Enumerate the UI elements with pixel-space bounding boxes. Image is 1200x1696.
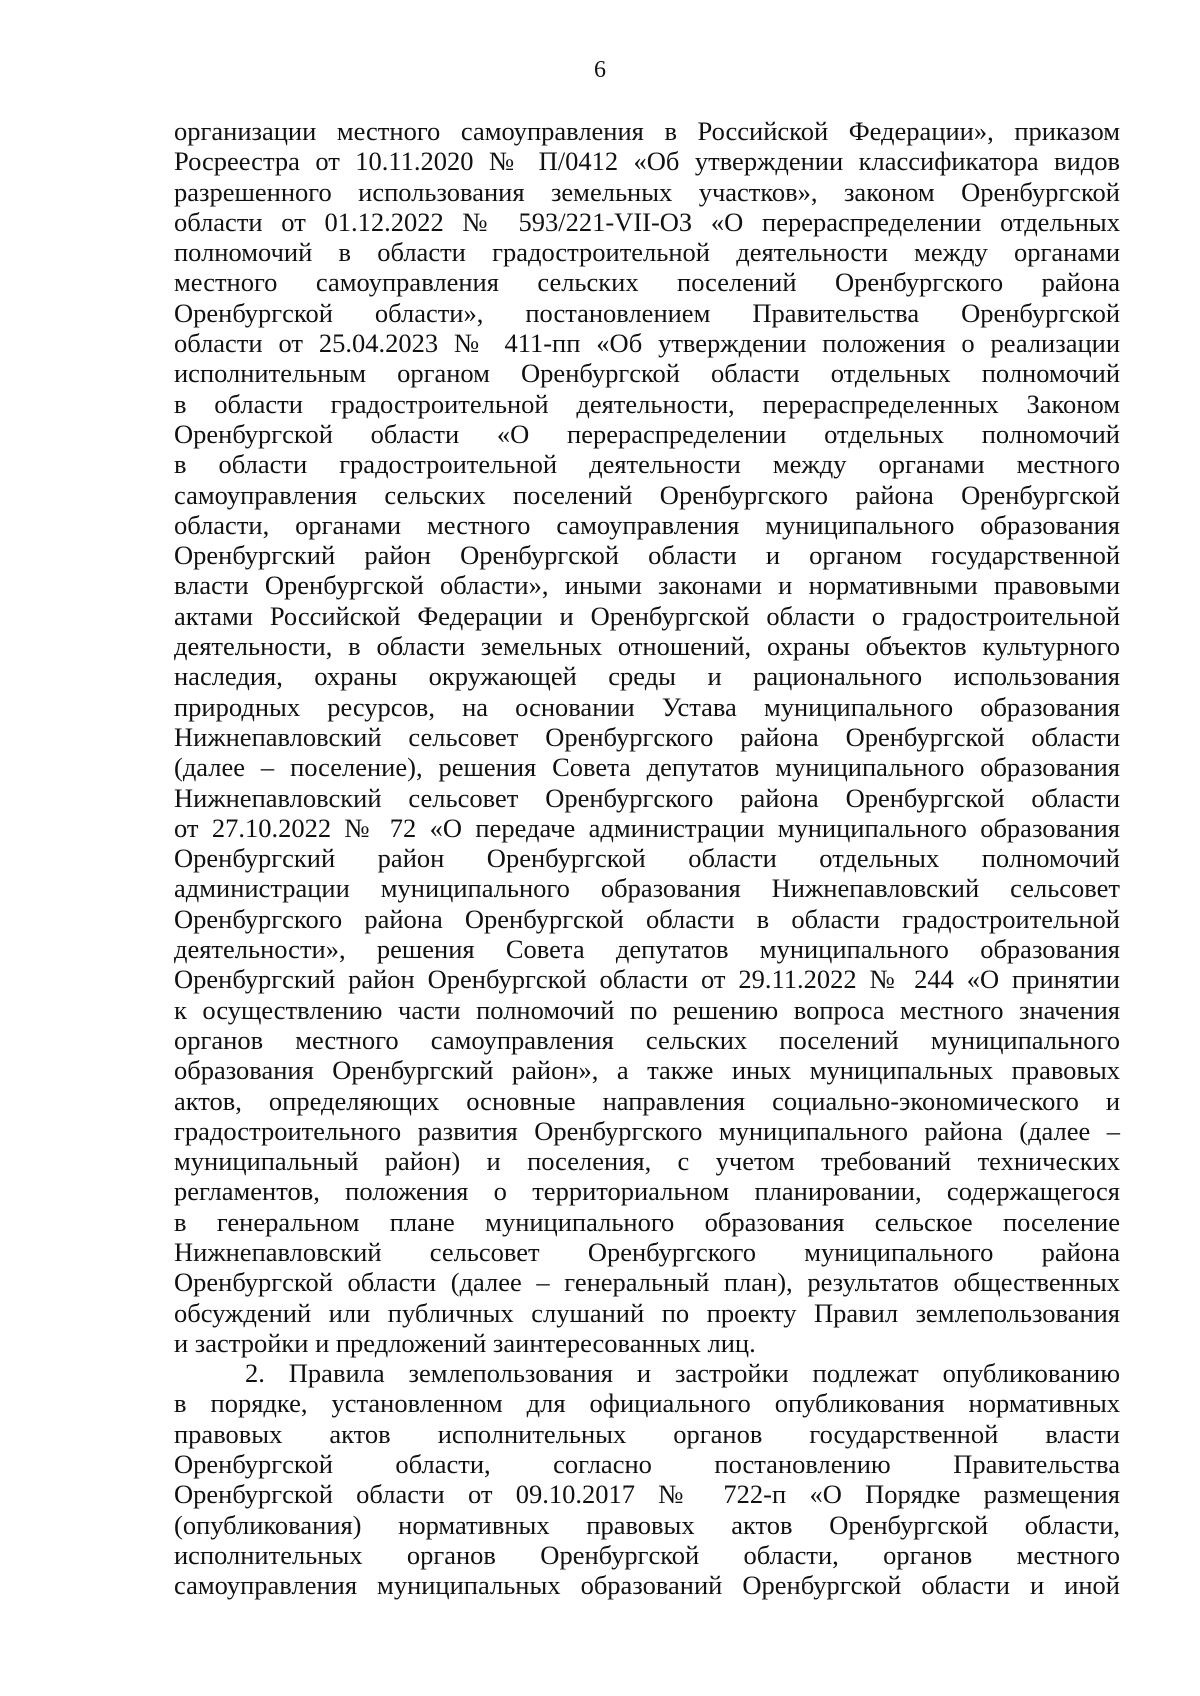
text-line: Оренбургской области от 09.10.2017 № 722-п «О Порядке размещения <box>174 1479 1120 1510</box>
text-line: актов, определяющих основные направления социально-экономического и <box>174 1085 1120 1116</box>
text-line: области от 01.12.2022 № 593/221-VII-ОЗ «О перераспределении отдельных <box>174 206 1120 237</box>
text-line: правовых актов исполнительных органов государственной власти <box>174 1418 1120 1449</box>
text-line: (далее – поселение), решения Совета депутатов муниципального образования <box>174 752 1120 783</box>
text-line: Нижнепавловский сельсовет Оренбургского района Оренбургской области <box>174 782 1120 813</box>
text-line: обсуждений или публичных слушаний по проекту Правил землепользования <box>174 1297 1120 1328</box>
text-line: исполнительным органом Оренбургской области отдельных полномочий <box>174 358 1120 389</box>
text-line: исполнительных органов Оренбургской области, органов местного <box>174 1539 1120 1570</box>
text-line: градостроительного развития Оренбургского муниципального района (далее – <box>174 1115 1120 1146</box>
text-line: актами Российской Федерации и Оренбургской области о градостроительной <box>174 600 1120 631</box>
text-line: области от 25.04.2023 № 411-пп «Об утверждении положения о реализации <box>174 328 1120 359</box>
text-line: Оренбургского района Оренбургской области в области градостроительной <box>174 903 1120 934</box>
document-body <box>174 116 1120 1601</box>
text-line: полномочий в области градостроительной деятельности между органами <box>174 237 1120 268</box>
text-line: в порядке, установленном для официального опубликования нормативных <box>174 1388 1120 1419</box>
text-line: муниципальный район) и поселения, с учетом требований технических <box>174 1146 1120 1177</box>
text-line: органов местного самоуправления сельских поселений муниципального <box>174 1024 1120 1055</box>
text-line: регламентов, положения о территориальном планировании, содержащегося <box>174 1176 1120 1207</box>
text-line: Оренбургской области, согласно постановлению Правительства <box>174 1449 1120 1480</box>
text-line: наследия, охраны окружающей среды и рационального использования <box>174 661 1120 692</box>
text-line: Оренбургский район Оренбургской области отдельных полномочий <box>174 843 1120 874</box>
text-line: местного самоуправления сельских поселений Оренбургского района <box>174 267 1120 298</box>
text-line: в области градостроительной деятельности между органами местного <box>174 449 1120 480</box>
text-line: самоуправления муниципальных образований Оренбургской области и иной <box>174 1570 1120 1601</box>
text-line: Росреестра от 10.11.2020 № П/0412 «Об утверждении классификатора видов <box>174 146 1120 177</box>
text-line: в генеральном плане муниципального образования сельское поселение <box>174 1206 1120 1237</box>
text-line: образования Оренбургский район», а также иных муниципальных правовых <box>174 1055 1120 1086</box>
text-line: деятельности», решения Совета депутатов муниципального образования <box>174 934 1120 965</box>
text-line: к осуществлению части полномочий по решению вопроса местного значения <box>174 994 1120 1025</box>
text-line: природных ресурсов, на основании Устава муниципального образования <box>174 691 1120 722</box>
text-line: деятельности, в области земельных отношений, охраны объектов культурного <box>174 631 1120 662</box>
text-line: разрешенного использования земельных участков», законом Оренбургской <box>174 176 1120 207</box>
text-line: Оренбургской области «О перераспределении отдельных полномочий <box>174 418 1120 449</box>
text-line: в области градостроительной деятельности, перераспределенных Законом <box>174 388 1120 419</box>
paragraph-start-line: 2. Правила землепользования и застройки подлежат опубликованию <box>245 1358 1120 1389</box>
text-line: Оренбургский район Оренбургской области и органом государственной <box>174 540 1120 571</box>
text-line: самоуправления сельских поселений Оренбургского района Оренбургской <box>174 479 1120 510</box>
page-number: 6 <box>594 57 606 83</box>
text-line: администрации муниципального образования Нижнепавловский сельсовет <box>174 873 1120 904</box>
text-line: Нижнепавловский сельсовет Оренбургского муниципального района <box>174 1236 1120 1267</box>
text-line: Оренбургской области», постановлением Правительства Оренбургской <box>174 297 1120 328</box>
text-line: (опубликования) нормативных правовых актов Оренбургской области, <box>174 1509 1120 1540</box>
text-line: власти Оренбургской области», иными законами и нормативными правовыми <box>174 570 1120 601</box>
text-line: области, органами местного самоуправления муниципального образования <box>174 509 1120 540</box>
text-line: Оренбургской области (далее – генеральный план), результатов общественных <box>174 1267 1120 1298</box>
text-line: Нижнепавловский сельсовет Оренбургского района Оренбургской области <box>174 721 1120 752</box>
text-line: от 27.10.2022 № 72 «О передаче администрации муниципального образования <box>174 812 1120 843</box>
paragraph-end-line: и застройки и предложений заинтересованных лиц. <box>174 1327 756 1358</box>
text-line: организации местного самоуправления в Российской Федерации», приказом <box>174 116 1120 146</box>
text-line: Оренбургский район Оренбургской области от 29.11.2022 № 244 «О принятии <box>174 964 1120 995</box>
